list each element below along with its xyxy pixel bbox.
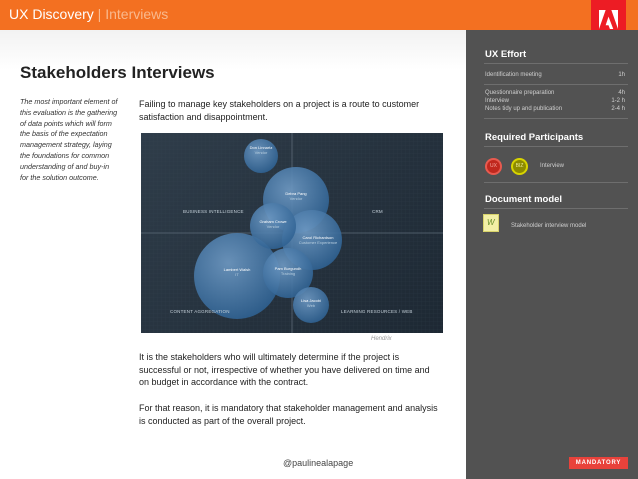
required-participants-title: Required Participants bbox=[485, 132, 584, 143]
divider bbox=[484, 182, 628, 183]
author-handle: @paulinealapage bbox=[283, 458, 354, 468]
document-model-link[interactable]: Stakeholder interview model bbox=[511, 223, 587, 229]
breadcrumb-topic: Interviews bbox=[105, 6, 169, 22]
stakeholder-label: Debra Pang Vendor bbox=[285, 191, 307, 201]
quadrant-label-bottom-right: LEARNING RESOURCES / WEB bbox=[341, 309, 413, 314]
document-model-title: Document model bbox=[485, 194, 563, 205]
biz-participant-badge: BIZ bbox=[511, 158, 528, 175]
body-paragraph-1: It is the stakeholders who will ultimately determine if the project is successful or not, irrespective of whether you have delivered on time and on budget in accordance with the contract. bbox=[139, 352, 430, 387]
effort-row: Interview 1-2 h bbox=[485, 98, 625, 104]
breadcrumb-section: UX Discovery bbox=[9, 6, 94, 22]
main-content bbox=[0, 30, 466, 479]
effort-row: Questionnaire preparation 4h bbox=[485, 90, 625, 96]
body-paragraph-2: For that reason, it is mandatory that stakeholder management and analysis is conducted as part of the overall project. bbox=[139, 403, 438, 426]
quadrant-label-top-left: BUSINESS INTELLIGENCE bbox=[183, 209, 244, 214]
ux-participant-badge: UX bbox=[485, 158, 502, 175]
stakeholder-diagram bbox=[141, 133, 443, 333]
divider bbox=[484, 84, 628, 85]
quadrant-label-top-right: CRM bbox=[372, 209, 383, 214]
stakeholder-label: Don Linnartz Vendor bbox=[249, 145, 273, 155]
stakeholder-label: Graham Crowe Vendor bbox=[259, 219, 287, 229]
divider bbox=[484, 208, 628, 209]
breadcrumb bbox=[9, 6, 168, 22]
mandatory-badge: MANDATORY bbox=[569, 457, 628, 469]
participant-activity: Interview bbox=[540, 163, 565, 169]
quadrant-label-bottom-left: CONTENT AGGREGATION bbox=[170, 309, 230, 314]
stakeholder-label: Pam Burgundh Training bbox=[274, 266, 302, 276]
ux-effort-title: UX Effort bbox=[485, 49, 527, 60]
divider bbox=[484, 118, 628, 119]
aside-note: The most important element of this evaluation is the gathering of data points which will form the basis of the expectation management strategy, laying the foundations for common understanding of and buy-in for the solution outcome. bbox=[20, 97, 118, 182]
stakeholder-label: Carol Richardson Customer Experience bbox=[298, 235, 338, 245]
divider bbox=[484, 63, 628, 64]
diagram-credit: Hendrix bbox=[371, 336, 392, 342]
intro-paragraph: Failing to manage key stakeholders on a project is a route to customer satisfaction and disappointment. bbox=[139, 99, 420, 122]
effort-row: Identification meeting 1h bbox=[485, 72, 625, 78]
divider bbox=[484, 146, 628, 147]
sidebar bbox=[466, 30, 638, 479]
word-document-icon[interactable]: W bbox=[483, 214, 499, 232]
header-bar bbox=[0, 0, 638, 30]
effort-row: Notes tidy up and publication 2-4 h bbox=[485, 106, 625, 112]
adobe-logo-icon bbox=[599, 10, 618, 29]
page-title: Stakeholders Interviews bbox=[20, 63, 215, 82]
stakeholder-label: Lisa Jacobi Web bbox=[300, 298, 321, 308]
stakeholder-label: Lambert Walsh IT bbox=[223, 267, 251, 277]
breadcrumb-separator: | bbox=[93, 6, 106, 22]
